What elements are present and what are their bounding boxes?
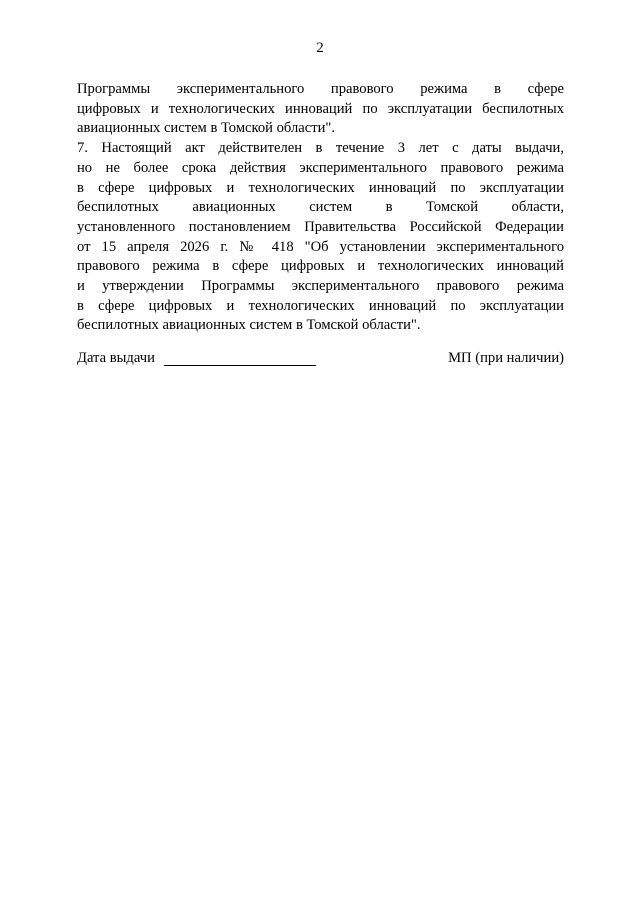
paragraph-line: в сфере цифровых и технологических инноваций по эксплуатации <box>77 297 564 314</box>
issue-date-label: Дата выдачи <box>77 350 155 366</box>
stamp-label: МП (при наличии) <box>448 350 564 366</box>
paragraph-line: в сфере цифровых и технологических инноваций по эксплуатации <box>77 179 564 196</box>
document-body <box>77 80 564 336</box>
issue-date-blank-line <box>164 365 316 366</box>
paragraph-line: 7. Настоящий акт действителен в течение 3 лет с даты выдачи, <box>77 140 564 157</box>
paragraph-line: Программы экспериментального правового режима в сфере <box>77 81 564 97</box>
page-number: 2 <box>316 40 324 56</box>
paragraph-line: правового режима в сфере цифровых и технологических инноваций <box>77 258 564 275</box>
paragraph-line: беспилотных авиационных систем в Томской области, <box>77 199 564 216</box>
paragraph-7 <box>77 139 564 336</box>
paragraph-line: от 15 апреля 2026 г. № 418 "Об установлении экспериментального <box>77 238 564 255</box>
paragraph-continuation <box>77 80 564 139</box>
paragraph-line: авиационных систем в Томской области". <box>77 120 336 137</box>
paragraph-line: но не более срока действия экспериментального правового режима <box>77 159 564 176</box>
paragraph-line: цифровых и технологических инноваций по эксплуатации беспилотных <box>77 100 564 117</box>
paragraph-line: и утверждении Программы экспериментального правового режима <box>77 278 564 295</box>
signature-row <box>77 349 564 369</box>
paragraph-line: установленного постановлением Правительства Российской Федерации <box>77 218 564 235</box>
paragraph-line: беспилотных авиационных систем в Томской области". <box>77 317 421 334</box>
